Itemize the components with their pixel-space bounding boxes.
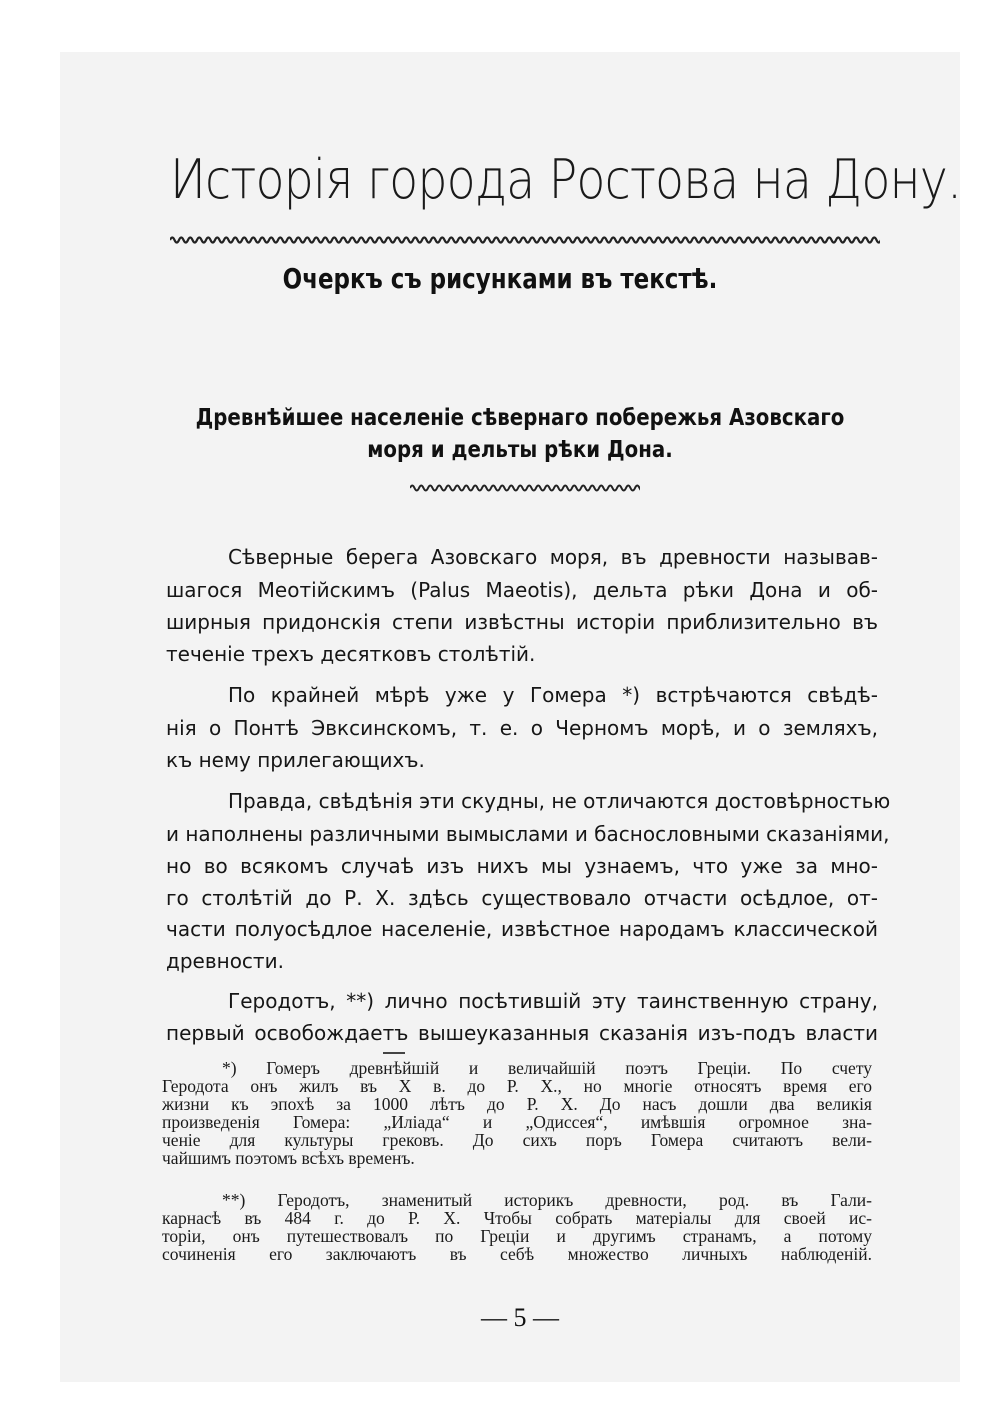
paragraph-3-line-5: части полуосѣдлое населеніе, извѣстное народамъ классической [166,917,878,941]
footnote-1-line-5: ченіе для культуры грековъ. До сихъ поръ Гомера считаютъ вели- [162,1130,872,1150]
footnote-1-line-6: чайшимъ поэтомъ всѣхъ временъ. [162,1148,415,1168]
paragraph-1-line-4: теченіе трехъ десятковъ столѣтій. [166,642,536,666]
paragraph-4-line-2: первый освобождаетъ вышеуказанныя сказанія изъ-подъ власти [166,1021,878,1045]
paragraph-3-line-2: и наполнены различными вымыслами и баснословными сказаніями, [166,822,890,846]
paragraph-2-line-2: нія о Понтѣ Эвксинскомъ, т. е. о Черномъ морѣ, и о земляхъ, [166,716,878,740]
footnote-1-line-3: жизни къ эпохѣ за 1000 лѣтъ до Р. Х. До насъ дошли два великія [162,1094,872,1114]
paragraph-3-line-4: го столѣтій до Р. Х. здѣсь существовало отчасти осѣдлое, от- [166,886,878,910]
paragraph-2-line-3: къ нему прилегающихъ. [166,748,425,772]
footnote-1-line-1: *) Гомеръ древнѣйшій и величайшій поэтъ Греціи. По счету [222,1058,872,1078]
section-heading-line-2: моря и дельты рѣки Дона. [367,437,673,463]
footnote-1-line-2: Геродота онъ жилъ въ X в. до Р. Х., но многіе относятъ время его [162,1076,872,1096]
page-number: — 5 — [481,1303,559,1332]
paragraph-2-line-1: По крайней мѣрѣ уже у Гомера *) встрѣчаются свѣдѣ- [228,683,878,707]
footnote-1-line-4: произведенія Гомера: „Иліада“ и „Одиссея“, имѣвшія огромное зна- [162,1112,872,1132]
paragraph-4-line-1: Геродотъ, **) лично посѣтившій эту таинственную страну, [228,989,878,1013]
page-title: Исторія города Ростова на Дону. [170,148,962,211]
footnote-2-line-4: сочиненія его заключаютъ въ себѣ множество личныхъ наблюденій. [162,1244,872,1264]
paragraph-3-line-1: Правда, свѣдѣнія эти скудны, не отличаются достовѣрностью [228,789,891,813]
footnote-2-line-3: торіи, онъ путешествовалъ по Греціи и другимъ странамъ, а потому [162,1226,872,1246]
paragraph-3-line-6: древности. [166,949,284,973]
paragraph-1-line-1: Сѣверные берега Азовскаго моря, въ древности называв- [228,545,878,569]
title-underline-ornament [170,233,880,247]
paragraph-3-line-3: но во всякомъ случаѣ изъ нихъ мы узнаемъ, что уже за мно- [166,854,878,878]
footnote-2-line-2: карнасѣ въ 484 г. до Р. Х. Чтобы собрать матеріалы для своей ис- [162,1208,872,1228]
paragraph-1-line-3: ширныя придонскія степи извѣстны исторіи приблизительно въ [166,610,878,634]
footnote-separator [383,1052,405,1054]
paragraph-1-line-2: шагося Меотійскимъ (Palus Maeotis), дельта рѣки Дона и об- [166,578,878,602]
subtitle: Очеркъ съ рисунками въ текстѣ. [282,262,718,295]
footnote-2-line-1: **) Геродотъ, знаменитый историкъ древности, род. въ Гали- [222,1190,872,1210]
section-heading-line-1: Древнѣйшее населеніе сѣвернаго побережья Азовскаго [195,405,845,431]
section-ornament [410,482,640,494]
